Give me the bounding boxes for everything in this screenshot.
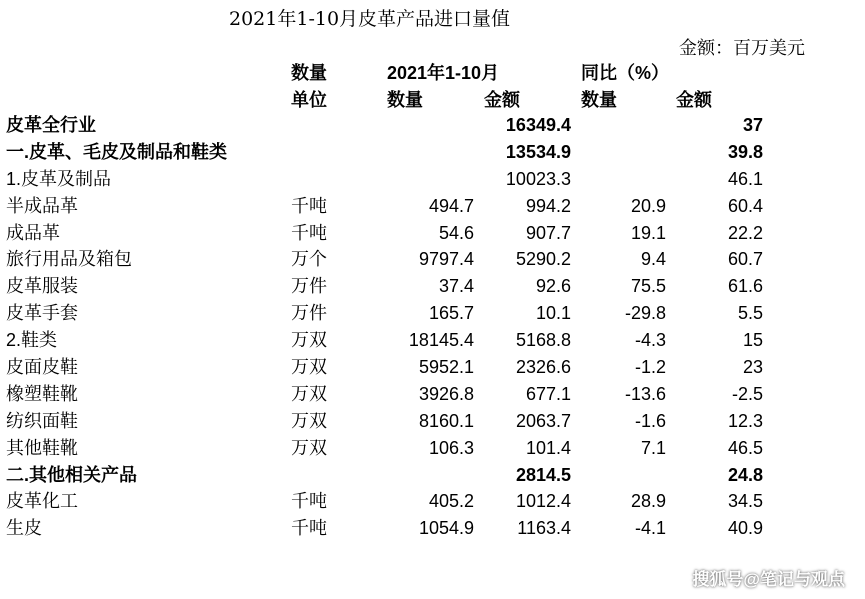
row-yoy-amount: 15: [742, 330, 763, 351]
row-amount: 2063.7: [515, 410, 571, 431]
row-amount: 677.1: [525, 383, 571, 404]
row-yoy-amount: 24.8: [727, 464, 763, 485]
row-name: 其他鞋靴: [6, 437, 78, 458]
header-sub-qty: 数量: [387, 90, 423, 110]
header-sub-amount: 金额: [484, 90, 520, 110]
row-yoy-quantity: 19.1: [630, 222, 666, 243]
table-row: [0, 515, 865, 542]
row-quantity: 9797.4: [418, 249, 474, 270]
row-name: 半成品革: [6, 195, 78, 216]
row-amount: 13534.9: [505, 141, 571, 162]
row-name: 橡塑鞋靴: [6, 383, 78, 404]
table-row: [0, 139, 865, 166]
row-yoy-quantity: -4.3: [634, 330, 666, 351]
row-amount: 92.6: [535, 276, 571, 297]
row-yoy-quantity: -29.8: [624, 303, 666, 324]
header-sub-yoy-qty: 数量: [581, 90, 617, 110]
header-qty-unit-line2: 单位: [291, 90, 327, 110]
currency-unit-note: 金额：百万美元: [679, 38, 805, 59]
row-amount: 907.7: [525, 222, 571, 243]
row-yoy-amount: 5.5: [737, 303, 763, 324]
row-name: 二.其他相关产品: [6, 464, 138, 485]
row-amount: 5168.8: [515, 330, 571, 351]
row-quantity: 54.6: [438, 222, 474, 243]
table-row: [0, 220, 865, 247]
row-amount: 1012.4: [515, 491, 571, 512]
row-unit: 万双: [291, 410, 327, 431]
row-name: 皮革手套: [6, 303, 78, 324]
page-title: 2021年1-10月皮革产品进口量值: [229, 8, 511, 30]
table-row: [0, 246, 865, 273]
row-unit: 万件: [291, 303, 327, 324]
row-unit: 千吨: [291, 222, 327, 243]
row-yoy-quantity: -13.6: [624, 383, 666, 404]
row-unit: 万件: [291, 276, 327, 297]
row-yoy-amount: 60.7: [727, 249, 763, 270]
row-name: 一.皮革、毛皮及制品和鞋类: [6, 141, 227, 162]
table-row: [0, 273, 865, 300]
row-amount: 16349.4: [505, 115, 571, 135]
table-row: [0, 462, 865, 489]
row-quantity: 1054.9: [418, 518, 474, 539]
row-yoy-amount: 23: [742, 357, 763, 378]
row-quantity: 5952.1: [418, 357, 474, 378]
row-yoy-quantity: 20.9: [630, 195, 666, 216]
row-yoy-amount: 37: [742, 115, 763, 135]
row-yoy-amount: 39.8: [727, 141, 763, 162]
row-unit: 万双: [291, 437, 327, 458]
row-unit: 万双: [291, 383, 327, 404]
row-unit: 千吨: [291, 491, 327, 512]
row-yoy-amount: 40.9: [727, 518, 763, 539]
header-period: 2021年1-10月: [387, 63, 500, 83]
row-name: 生皮: [6, 518, 42, 539]
header-sub-yoy-amount: 金额: [676, 90, 712, 110]
row-yoy-amount: 22.2: [727, 222, 763, 243]
row-quantity: 165.7: [428, 303, 474, 324]
row-amount: 10023.3: [505, 168, 571, 189]
row-unit: 万双: [291, 357, 327, 378]
row-yoy-amount: 12.3: [727, 410, 763, 431]
row-yoy-quantity: 28.9: [630, 491, 666, 512]
row-amount: 1163.4: [517, 518, 571, 539]
row-yoy-amount: 46.1: [727, 168, 763, 189]
row-yoy-quantity: -1.6: [634, 410, 666, 431]
row-name: 皮革全行业: [6, 115, 96, 135]
table-row: [0, 435, 865, 462]
table-row: [0, 381, 865, 408]
row-yoy-amount: 60.4: [727, 195, 763, 216]
row-unit: 千吨: [291, 195, 327, 216]
row-amount: 994.2: [525, 195, 571, 216]
row-quantity: 405.2: [428, 491, 474, 512]
row-unit: 万双: [291, 330, 327, 351]
row-yoy-quantity: -1.2: [634, 357, 666, 378]
row-name: 2.鞋类: [6, 330, 58, 351]
table-row: [0, 300, 865, 327]
row-quantity: 37.4: [438, 276, 474, 297]
row-name: 1.皮革及制品: [6, 168, 112, 189]
row-yoy-quantity: 9.4: [640, 249, 666, 270]
row-yoy-amount: 46.5: [727, 437, 763, 458]
row-yoy-quantity: -4.1: [634, 518, 666, 539]
row-name: 纺织面鞋: [6, 410, 78, 431]
row-quantity: 8160.1: [418, 410, 474, 431]
row-amount: 101.4: [525, 437, 571, 458]
row-amount: 2326.6: [515, 357, 571, 378]
row-unit: 千吨: [291, 518, 327, 539]
row-yoy-quantity: 7.1: [640, 437, 666, 458]
row-yoy-amount: 61.6: [727, 276, 763, 297]
row-unit: 万个: [291, 249, 327, 270]
row-amount: 5290.2: [515, 249, 571, 270]
row-amount: 10.1: [535, 303, 571, 324]
row-quantity: 3926.8: [418, 383, 474, 404]
row-name: 旅行用品及箱包: [6, 249, 132, 270]
table-row: [0, 354, 865, 381]
row-quantity: 18145.4: [408, 330, 474, 351]
table-row: [0, 193, 865, 220]
row-yoy-amount: 34.5: [727, 491, 763, 512]
row-name: 皮革化工: [6, 491, 78, 512]
row-name: 皮革服装: [6, 276, 78, 297]
row-name: 成品革: [6, 222, 60, 243]
row-name: 皮面皮鞋: [6, 357, 78, 378]
header-qty-unit-line1: 数量: [291, 63, 327, 83]
table-row: [0, 166, 865, 193]
row-yoy-quantity: 75.5: [630, 276, 666, 297]
import-table: [0, 112, 865, 542]
table-row: [0, 408, 865, 435]
table-row: [0, 488, 865, 515]
row-quantity: 106.3: [428, 437, 474, 458]
table-row: [0, 112, 865, 139]
row-amount: 2814.5: [515, 464, 571, 485]
row-yoy-amount: -2.5: [731, 383, 763, 404]
table-row: [0, 327, 865, 354]
watermark: 搜狐号@笔记与观点: [692, 570, 845, 589]
header-yoy: 同比（%）: [581, 63, 670, 83]
row-quantity: 494.7: [428, 195, 474, 216]
